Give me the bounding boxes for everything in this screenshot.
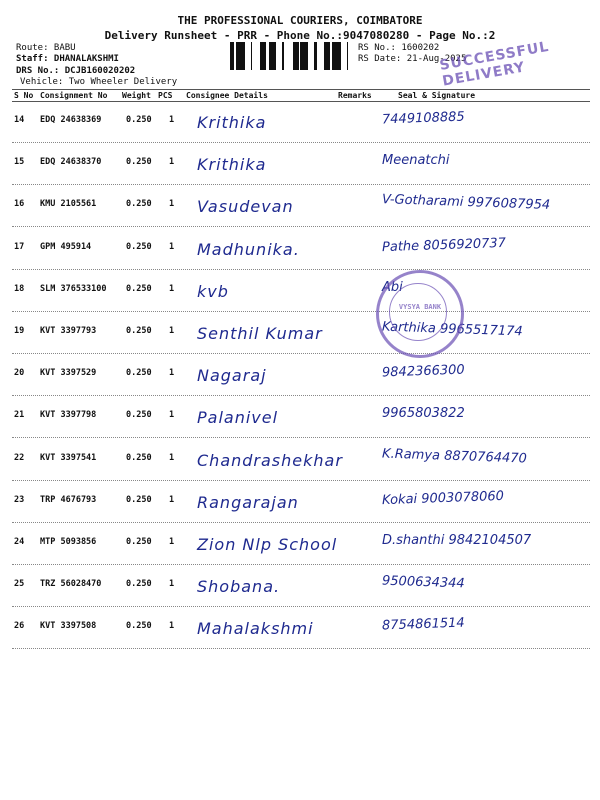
row-weight: 0.250 — [126, 368, 152, 379]
table-row — [12, 439, 590, 481]
barcode-bar — [338, 42, 341, 70]
row-consignment-number: TRP 4676793 — [40, 494, 97, 505]
row-signature-handwritten: V-Gotharami 9976087954 — [381, 192, 551, 214]
row-pcs: 1 — [169, 410, 175, 421]
table-row — [12, 607, 590, 649]
row-consignee-handwritten: Senthil Kumar — [197, 324, 323, 343]
row-separator — [12, 648, 590, 649]
row-signature-handwritten: Pathe 8056920737 — [381, 235, 507, 255]
barcode-bar — [242, 42, 245, 70]
row-consignment-number: TRZ 56028470 — [40, 579, 102, 590]
barcode-bar — [240, 42, 242, 70]
table-row — [12, 143, 590, 185]
barcode-bar — [264, 42, 266, 70]
row-pcs: 1 — [169, 115, 175, 125]
row-pcs: 1 — [169, 368, 175, 379]
rs-number: RS No.: 1600202 — [358, 43, 440, 53]
bank-seal — [376, 270, 464, 358]
row-weight: 0.250 — [126, 283, 152, 294]
row-sno: 19 — [14, 326, 25, 336]
row-consignee-handwritten: Palanivel — [197, 408, 279, 428]
row-sno: 23 — [14, 494, 25, 505]
row-consignment-number: KVT 3397529 — [40, 368, 97, 379]
row-pcs: 1 — [169, 157, 175, 168]
runsheet-subtitle: Delivery Runsheet - PRR - Phone No.:9047080280 - Page No.:2 — [104, 29, 496, 42]
row-signature-handwritten: 9500634344 — [381, 573, 465, 592]
row-consignment-number: SLM 376533100 — [40, 283, 107, 294]
row-consignee-handwritten: Chandrashekhar — [197, 450, 343, 470]
table-row — [12, 481, 590, 523]
row-weight: 0.250 — [126, 537, 152, 547]
staff-label: Staff: DHANALAKSHMI — [16, 54, 119, 64]
barcode-bar — [294, 42, 296, 70]
row-sno: 15 — [14, 157, 25, 168]
row-consignment-number: KMU 2105561 — [40, 199, 97, 210]
row-consignee-handwritten: Nagaraj — [197, 366, 267, 386]
row-sno: 24 — [14, 537, 25, 547]
table-row — [12, 270, 590, 312]
barcode-bar — [233, 42, 234, 70]
company-title: THE PROFESSIONAL COURIERS, COIMBATORE — [177, 14, 423, 27]
row-consignment-number: KVT 3397793 — [40, 326, 97, 336]
row-signature-handwritten: Meenatchi — [382, 153, 450, 169]
vehicle-label: Vehicle: Two Wheeler Delivery — [20, 77, 178, 87]
barcode-bar — [329, 42, 330, 70]
barcode-bar — [270, 42, 272, 70]
row-consignment-number: EDQ 24638370 — [40, 157, 102, 168]
barcode-bar — [306, 42, 308, 70]
row-pcs: 1 — [169, 283, 175, 294]
row-weight: 0.250 — [126, 410, 152, 421]
row-sno: 26 — [14, 621, 25, 632]
row-signature-handwritten: 9965803822 — [382, 406, 465, 422]
row-consignee-handwritten: kvb — [197, 281, 229, 301]
row-signature-handwritten: 9842366300 — [381, 362, 465, 381]
col-consignee: Consignee Details — [186, 91, 268, 100]
row-weight: 0.250 — [126, 579, 152, 590]
row-pcs: 1 — [169, 241, 175, 252]
row-signature-handwritten: Kokai 9003078060 — [381, 488, 505, 508]
table-row — [12, 565, 590, 607]
row-consignee-handwritten: Vasudevan — [197, 197, 294, 217]
row-signature-handwritten: 8754861514 — [381, 615, 465, 634]
barcode-bar — [326, 42, 329, 70]
barcode-bar — [305, 42, 306, 70]
row-sno: 21 — [14, 410, 25, 421]
row-weight: 0.250 — [126, 452, 152, 463]
row-weight: 0.250 — [126, 621, 152, 632]
col-pcs: PCS — [158, 91, 173, 100]
barcode-bar — [324, 42, 326, 70]
row-consignment-number: KVT 3397508 — [40, 621, 97, 632]
barcode-bar — [239, 42, 240, 70]
row-sno: 14 — [14, 115, 25, 125]
row-consignee-handwritten: Krithika — [197, 155, 267, 175]
row-sno: 16 — [14, 199, 25, 210]
barcode-bar — [263, 42, 264, 70]
row-pcs: 1 — [169, 537, 175, 547]
row-pcs: 1 — [169, 326, 175, 336]
row-pcs: 1 — [169, 579, 175, 590]
delivery-stamp: SUCCESSFUL DELIVERY — [438, 38, 551, 90]
table-row — [12, 312, 590, 354]
table-row — [12, 228, 590, 270]
barcode-bar — [336, 42, 338, 70]
col-weight: Weight — [122, 91, 151, 100]
row-pcs: 1 — [169, 621, 175, 632]
barcode-bar — [293, 42, 294, 70]
rs-date: RS Date: 21-Aug-2025 — [358, 54, 467, 64]
barcode-bar — [332, 42, 335, 70]
row-sno: 25 — [14, 579, 25, 590]
barcode-bar — [272, 42, 275, 70]
col-sno: S No — [14, 91, 34, 100]
barcode-bar — [269, 42, 270, 70]
row-signature-handwritten: Abi — [382, 279, 403, 295]
barcode-bar — [314, 42, 317, 70]
barcode-bar — [335, 42, 336, 70]
table-row — [12, 185, 590, 227]
row-weight: 0.250 — [126, 199, 152, 210]
barcode-bar — [300, 42, 302, 70]
row-consignment-number: KVT 3397541 — [40, 452, 97, 463]
route-label: Route: BABU — [16, 43, 76, 53]
barcode-bar — [251, 42, 252, 70]
row-consignment-number: GPM 495914 — [40, 241, 92, 252]
row-signature-handwritten: D.shanthi 9842104507 — [382, 533, 532, 548]
row-sno: 18 — [14, 283, 25, 294]
table-top-rule — [12, 89, 590, 90]
col-remarks: Remarks — [338, 91, 372, 100]
row-consignment-number: EDQ 24638369 — [40, 115, 102, 125]
row-signature-handwritten: 7449108885 — [381, 109, 465, 128]
row-pcs: 1 — [169, 494, 175, 505]
row-sno: 17 — [14, 241, 25, 252]
table-row — [12, 396, 590, 438]
row-consignment-number: KVT 3397798 — [40, 410, 97, 421]
barcode-bar — [236, 42, 239, 70]
col-seal-signature: Seal & Signature — [398, 91, 476, 100]
barcode-bar — [302, 42, 305, 70]
row-signature-handwritten: K.Ramya 8870764470 — [381, 446, 528, 467]
row-signature-handwritten: Karthika 9965517174 — [381, 319, 523, 340]
row-consignee-handwritten: Shobana. — [197, 577, 281, 597]
barcode-bar — [230, 42, 233, 70]
row-consignee-handwritten: Krithika — [197, 113, 267, 132]
row-consignee-handwritten: Zion Nlp School — [197, 535, 338, 554]
row-consignee-handwritten: Mahalakshmi — [197, 619, 314, 639]
row-weight: 0.250 — [126, 241, 152, 252]
table-row — [12, 523, 590, 565]
table-row — [12, 101, 590, 143]
drs-label: DRS No.: DCJB160020202 — [16, 66, 136, 76]
barcode-bar — [296, 42, 299, 70]
row-sno: 22 — [14, 452, 25, 463]
barcode — [230, 42, 354, 70]
barcode-bar — [347, 42, 348, 70]
barcode-bar — [260, 42, 263, 70]
row-weight: 0.250 — [126, 157, 152, 168]
barcode-bar — [282, 42, 284, 70]
row-pcs: 1 — [169, 199, 175, 210]
row-pcs: 1 — [169, 452, 175, 463]
row-sno: 20 — [14, 368, 25, 379]
row-weight: 0.250 — [126, 494, 152, 505]
row-consignee-handwritten: Madhunika. — [197, 239, 300, 259]
col-consignment: Consignment No — [40, 91, 108, 100]
bank-seal-label: VYSYA BANK — [398, 303, 442, 311]
row-consignment-number: MTP 5093856 — [40, 537, 97, 547]
barcode-bar — [275, 42, 276, 70]
row-weight: 0.250 — [126, 115, 152, 125]
row-weight: 0.250 — [126, 326, 152, 336]
row-consignee-handwritten: Rangarajan — [197, 492, 299, 512]
table-row — [12, 354, 590, 396]
